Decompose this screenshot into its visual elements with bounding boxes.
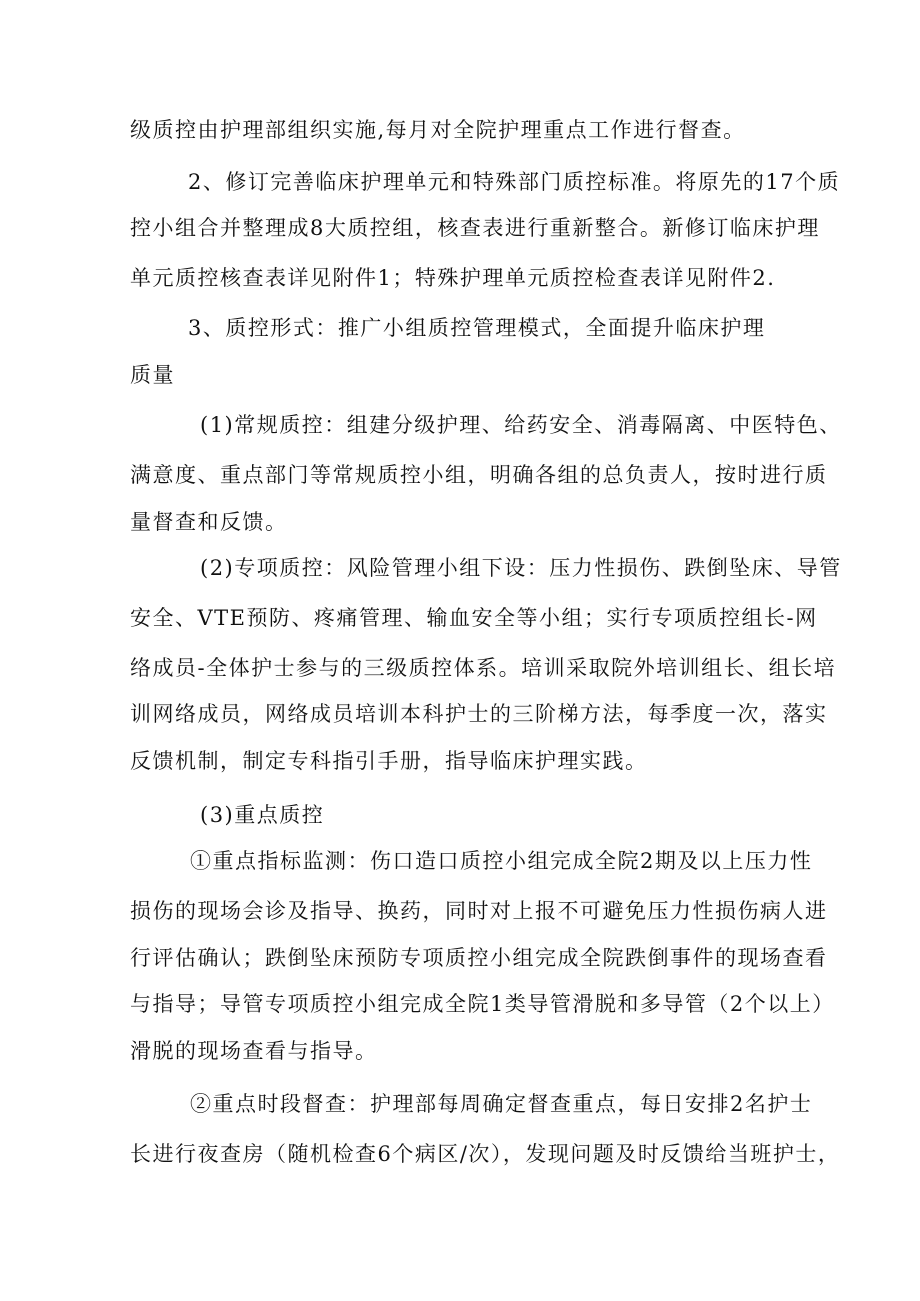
key-indicator-line-1: ①重点指标监测：伤口造口质控小组完成全院2期及以上压力性 bbox=[190, 849, 813, 873]
key-period-line-2: 长进行夜查房（随机检查6个病区/次），发现问题及时反馈给当班护士， bbox=[130, 1142, 841, 1166]
key-indicator-line-4: 与指导；导管专项质控小组完成全院1类导管滑脱和多导管（2个以上） bbox=[130, 992, 835, 1016]
item-2-line-2: 控小组合并整理成8大质控组，核查表进行重新整合。新修订临床护理 bbox=[130, 216, 820, 240]
item-2-line-1: 2、修订完善临床护理单元和特殊部门质控标准。将原先的17个质 bbox=[188, 170, 841, 194]
special-qc-line-2: 安全、VTE预防、疼痛管理、输血安全等小组；实行专项质控组长-网 bbox=[130, 606, 818, 630]
special-qc-line-1: (2)专项质控：风险管理小组下设：压力性损伤、跌倒坠床、导管 bbox=[200, 556, 842, 580]
item-3-line-2: 质量 bbox=[130, 363, 175, 387]
routine-qc-line-2: 满意度、重点部门等常规质控小组，明确各组的总负责人，按时进行质 bbox=[130, 463, 828, 487]
key-indicator-line-5: 滑脱的现场查看与指导。 bbox=[130, 1039, 378, 1063]
text-line-1: 级质控由护理部组织实施,每月对全院护理重点工作进行督查。 bbox=[130, 118, 746, 142]
key-indicator-line-2: 损伤的现场会诊及指导、换药，同时对上报不可避免压力性损伤病人进 bbox=[130, 899, 828, 923]
item-3-line-1: 3、质控形式：推广小组质控管理模式，全面提升临床护理 bbox=[188, 316, 766, 340]
key-indicator-line-3: 行评估确认；跌倒坠床预防专项质控小组完成全院跌倒事件的现场查看 bbox=[130, 946, 828, 970]
key-period-line-1: ②重点时段督查：护理部每周确定督查重点，每日安排2名护士 bbox=[190, 1092, 813, 1116]
special-qc-line-5: 反馈机制，制定专科指引手册，指导临床护理实践。 bbox=[130, 749, 648, 773]
key-qc-heading: (3)重点质控 bbox=[200, 803, 325, 827]
item-2-line-3: 单元质控核查表详见附件1；特殊护理单元质控检查表详见附件2. bbox=[130, 266, 776, 290]
routine-qc-line-3: 量督查和反馈。 bbox=[130, 510, 288, 534]
routine-qc-line-1: (1)常规质控：组建分级护理、给药安全、消毒隔离、中医特色、 bbox=[200, 413, 842, 437]
special-qc-line-3: 络成员-全体护士参与的三级质控体系。培训采取院外培训组长、组长培 bbox=[130, 656, 837, 680]
special-qc-line-4: 训网络成员，网络成员培训本科护士的三阶梯方法，每季度一次，落实 bbox=[130, 702, 828, 726]
